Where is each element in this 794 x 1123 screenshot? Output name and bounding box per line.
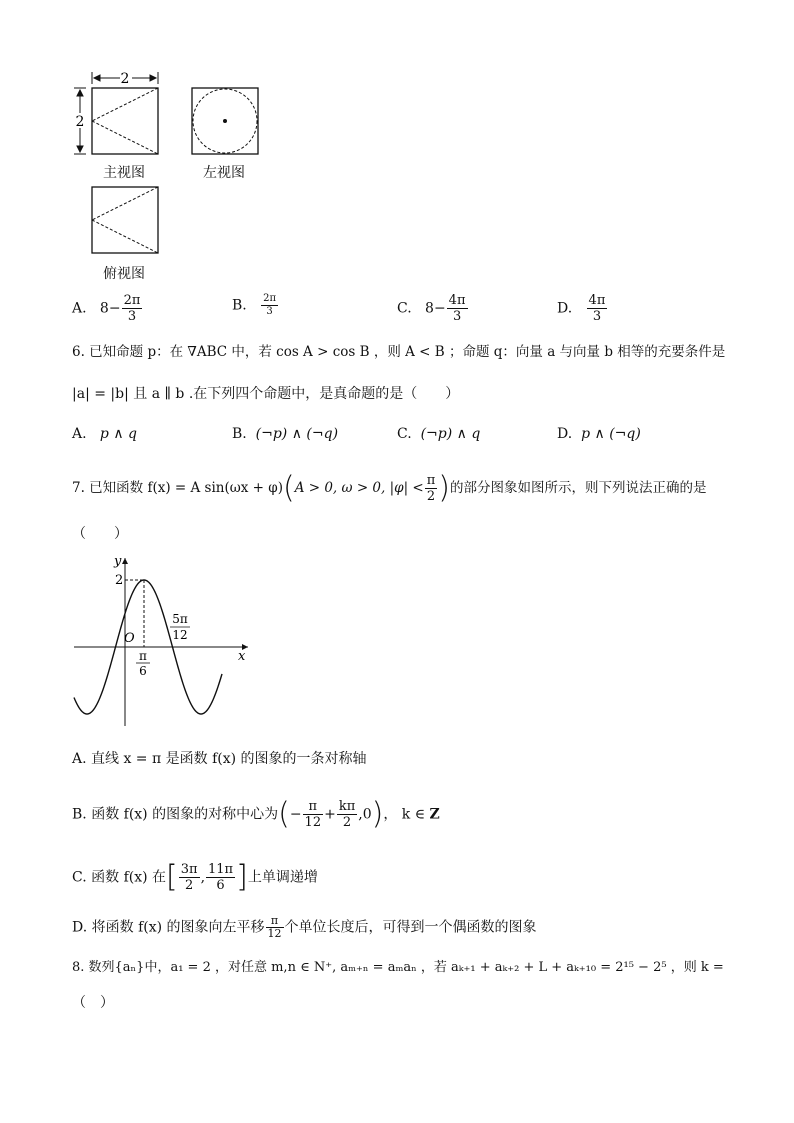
side-view-label: 左视图 [203,165,245,181]
option-text-post: 上单调递增 [247,869,318,886]
fraction: $\frac{\pi}{12}$ [267,914,282,940]
fraction: $\frac{11\pi}{6}$ [208,862,234,893]
option-text-post: 个单位长度后，可得到一个偶函数的图象 [284,919,537,936]
q6-stem-line1: 6. 已知命题 p：在 ∇ABC 中，若 cos A > cos B ，则 A < B ；命题 q：向量 a 与向量 b 相等的充要条件是 [72,344,726,360]
three-views-figure [70,68,280,283]
origin-label: O [124,631,135,646]
y-axis-label: y [114,554,122,569]
option-letter: D. [557,300,573,317]
q7-option-b[interactable]: B. 函数 f(x) 的图象的对称中心为(− $\frac{\pi}{12}$ + $\frac{k\pi}{2}$ ,0)， k ∈ Z [72,796,440,832]
q6-option-b[interactable] [232,426,338,442]
tick-label-num: π [139,649,147,663]
front-view-label: 主视图 [103,165,145,181]
x-axis-label: x [238,649,246,664]
option-text: D. 将函数 f(x) 的图象向左平移 [72,919,265,936]
q7-sine-graph [70,550,255,732]
dim-top-label: 2 [120,71,130,87]
fraction: $\frac{k\pi}{2}$ [338,799,356,830]
option-prefix: 8− [425,300,446,317]
q8-stem-line1: 8. 数列{aₙ}中，a₁ = 2 ，对任意 m,n ∈ N⁺, aₘ₊ₙ = aₘaₙ ，若 aₖ₊₁ + aₖ₊₂ + L + aₖ₊₁₀ = 2¹⁵ − 2⁵ ，则 k = [72,960,724,975]
q5-option-d[interactable] [557,293,608,324]
option-letter: D. [557,426,573,442]
top-view-label: 俯视图 [103,266,145,282]
q7-condition: A > 0, ω > 0, |φ| < [294,480,424,496]
fraction: $\frac{3\pi}{2}$ [180,862,198,893]
option-text: C. 函数 f(x) 在 [72,869,167,886]
q5-option-a[interactable] [72,293,143,324]
q6-option-c[interactable] [397,426,480,442]
q6-stem-line2: |a| = |b| 且 a ∥ b .在下列四个命题中，是真命题的是（ ） [72,386,460,402]
q7-stem-post: 的部分图象如图所示，则下列说法正确的是 [450,480,707,496]
option-letter: B. [232,297,247,314]
option-text-post: ， k ∈ [383,806,426,823]
max-label: 2 [115,573,124,588]
fraction: $\frac{2\pi}{3}$ [123,293,141,324]
tick-label-den: 6 [139,664,147,678]
q8-stem-line2: （ ） [72,995,114,1011]
q7-option-a[interactable]: A. 直线 x = π 是函数 f(x) 的图象的一条对称轴 [72,751,367,767]
dim-left-label: 2 [75,114,85,130]
fraction: $\frac{\pi}{2}$ [426,473,436,504]
fraction: $\frac{\pi}{12}$ [304,799,322,830]
fraction: $\frac{4\pi}{3}$ [448,293,466,324]
integer-set: Z [429,806,440,823]
q6-option-a[interactable] [72,426,137,442]
front-view [92,88,158,154]
option-text: B. 函数 f(x) 的图象的对称中心为 [72,806,279,823]
q6-option-d[interactable] [557,426,641,442]
q7-stem: 7. 已知函数 f(x) = A sin(ωx + φ)(A > 0, ω > 0, |φ| < $\frac{\pi}{2}$ )的部分图象如图所示，则下列说法正确的是 [72,470,707,506]
option-prefix: 8− [99,300,121,317]
side-view [192,88,258,154]
option-letter: A. [72,426,87,442]
q5-option-b[interactable] [232,293,279,318]
option-letter: C. [397,300,412,317]
fraction: $\frac{4\pi}{3}$ [588,293,606,324]
option-letter: A. [72,300,87,317]
q5-option-c[interactable] [397,293,469,324]
option-text: p ∧ (¬q) [581,426,641,442]
top-view [92,187,158,253]
option-letter: C. [397,426,412,442]
zero-label-num: 5π [172,612,188,626]
q7-option-c[interactable]: C. 函数 f(x) 在[ $\frac{3\pi}{2}$ , $\frac{11\pi}{6}$ ]上单调递增 [72,859,318,895]
option-text: (¬p) ∧ (¬q) [255,426,339,442]
q7-option-d[interactable] [72,915,537,940]
q7-stem-pre: 7. 已知函数 f(x) = A sin(ωx + φ) [72,480,283,496]
option-letter: B. [232,426,247,442]
option-text: p ∧ q [99,426,137,442]
zero-label-den: 12 [172,628,188,642]
fraction: $\frac{2\pi}{3}$ [263,293,277,317]
option-text: (¬p) ∧ q [420,426,481,442]
q7-paren: （ ） [72,526,128,542]
